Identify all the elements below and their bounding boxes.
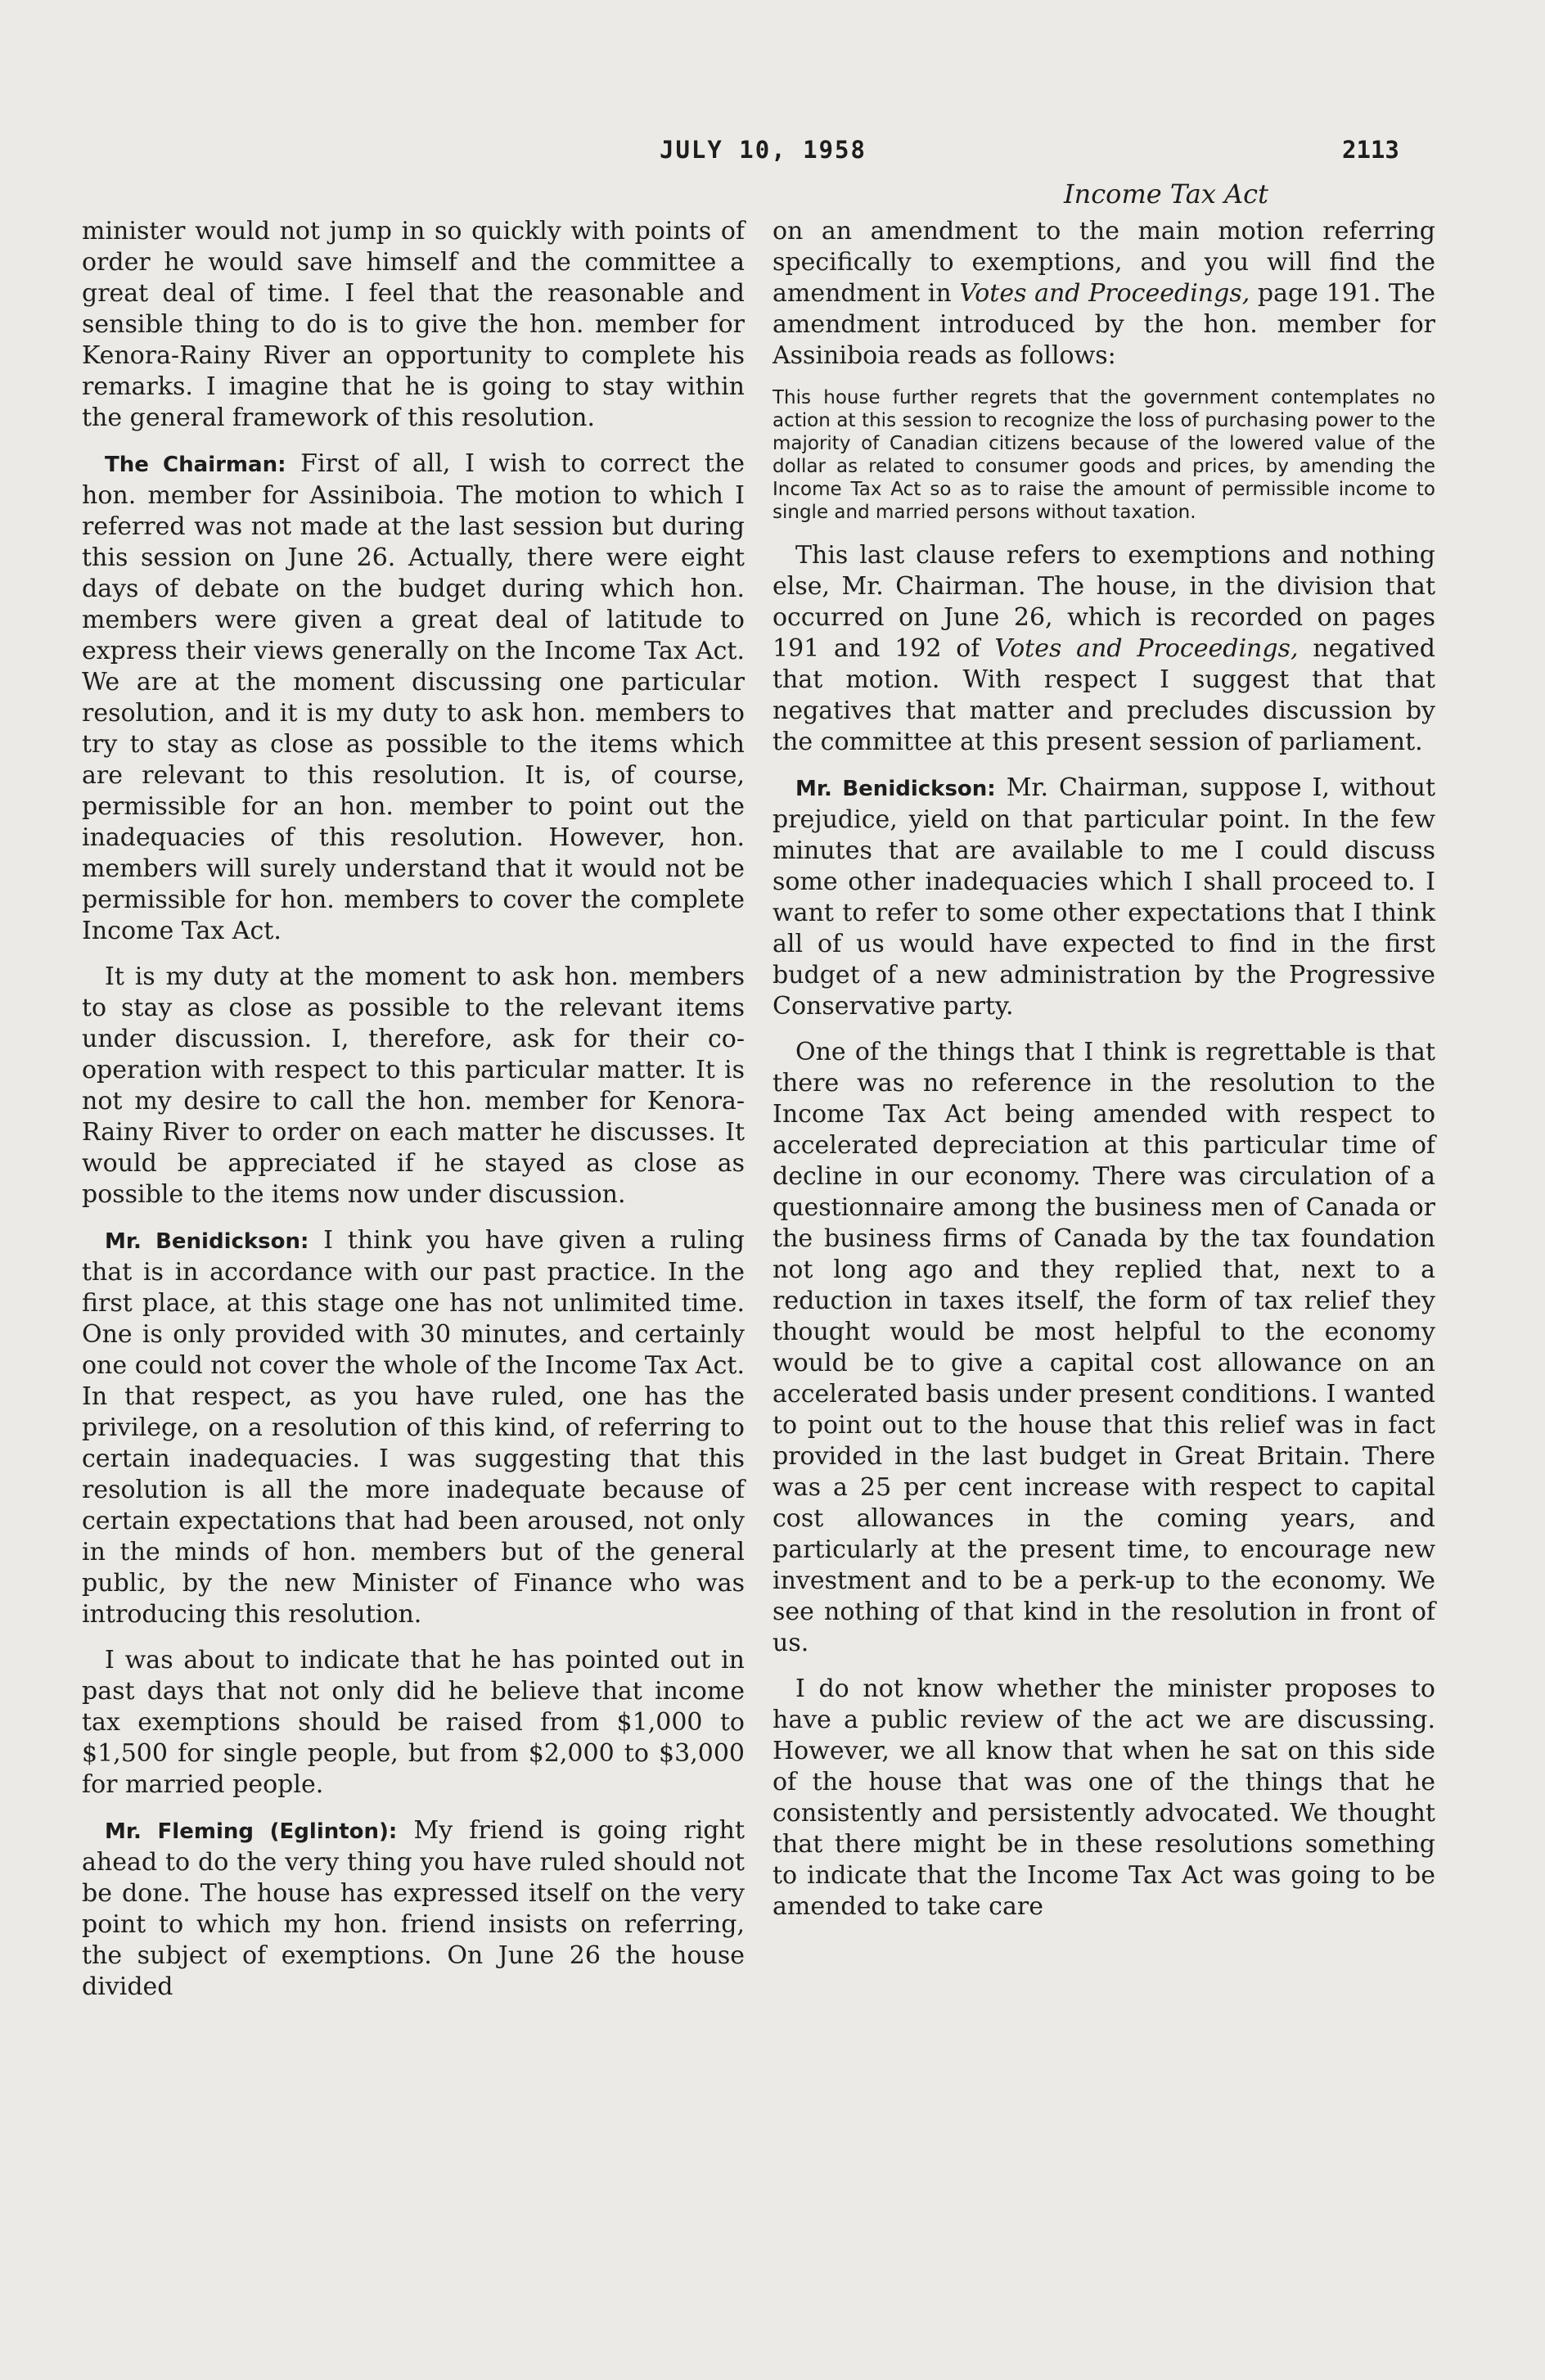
- running-head: Income Tax Act: [1064, 178, 1268, 210]
- page-header: [0, 136, 1545, 177]
- right-column: [772, 216, 1435, 1937]
- speaker-name: Mr. Benidickson:: [795, 777, 996, 801]
- italic-reference: Votes and Proceedings,: [994, 634, 1299, 663]
- italic-reference: Votes and Proceedings,: [959, 279, 1250, 308]
- paragraph: I do not know whether the minister proposes to have a public review of the act we are discussing. However, we all know that when he sat on this side of the house that was one of the things that he consistently and persistently advocated. We thought that there might be in these resolutions something to indicate that the Income Tax Act was going to be amended to take care: [772, 1675, 1435, 1921]
- text-run: page 191. The amendment introduced by the hon. member for Assiniboia reads as follows:: [772, 279, 1435, 370]
- paragraph: minister would not jump in so quickly with points of order he would save himself and the committee a great deal of time. I feel that the reasonable and sensible thing to do is to give the hon. member for Kenora-Rainy River an opportunity to complete his remarks. I imagine that he is going to stay within the general framework of this resolution.: [82, 217, 745, 432]
- paragraph: I was about to indicate that he has pointed out in past days that not only did he believe that income tax exemptions should be raised from $1,000 to $1,500 for single people, but from $2,000 to $3,000 for married people.: [82, 1646, 745, 1799]
- left-column: [82, 216, 745, 2017]
- paragraph: It is my duty at the moment to ask hon. members to stay as close as possible to the relevant items under discussion. I, therefore, ask for their co-operation with respect to this particular matter. It is not my desire to call the hon. member for Kenora-Rainy River to order on each matter he discusses. It would be appreciated if he stayed as close as possible to the items now under discussion.: [82, 962, 745, 1209]
- speech-text: My friend is going right ahead to do the very thing you have ruled should not be done. The house has expressed itself on the very point to which my hon. friend insists on referring, the subject of exemptions. On June 26 the house divided: [82, 1816, 745, 2001]
- speaker-name: Mr. Fleming (Eglinton):: [105, 1819, 398, 1844]
- text-run: negatived that motion. With respect I suggest that that negatives that matter and precludes discussion by the committee at this present session of parliament.: [772, 634, 1435, 756]
- paragraph: One of the things that I think is regrettable is that there was no reference in the resolution to the Income Tax Act being amended with respect to accelerated depreciation at this particular time of decline in our economy. There was circulation of a questionnaire among the business men of Canada or the business firms of Canada by the tax foundation not long ago and they replied that, next to a reduction in taxes itself, the form of tax relief they thought would be most helpful to the economy would be to give a capital cost allowance on an accelerated basis under present conditions. I wanted to point out to the house that this relief was in fact provided in the last budget in Great Britain. There was a 25 per cent increase with respect to capital cost allowances in the coming years, and particularly at the present time, to encourage new investment and to be a perk-up to the economy. We see nothing of that kind in the resolution in front of us.: [772, 1038, 1435, 1657]
- quoted-amendment: This house further regrets that the government contemplates no action at this session to recognize the loss of purchasing power to the majority of Canadian citizens because of the lowered value of the dollar as related to consumer goods and prices, by amending the Income Tax Act so as to raise the amount of permissible income to single and married persons without taxation.: [772, 387, 1435, 523]
- speaker-name: Mr. Benidickson:: [105, 1229, 309, 1254]
- paragraph: [772, 540, 1435, 758]
- text-run: This last clause refers to exemptions and nothing else, Mr. Chairman. The house, in the division that occurred on June 26, which is recorded on pages 191 and 192 of: [772, 541, 1435, 663]
- paragraph: [772, 216, 1435, 372]
- speaker-name: The Chairman:: [105, 453, 286, 477]
- text-run: on an amendment to the main motion referring specifically to exemptions, and you will find the amendment in: [772, 217, 1435, 308]
- paragraph: [82, 1815, 745, 2003]
- page-number: 2113: [1342, 136, 1399, 164]
- paragraph: [772, 773, 1435, 1022]
- paragraph: [82, 449, 745, 947]
- speech-text: I think you have given a ruling that is in accordance with our past practice. In the first place, at this stage one has not unlimited time. One is only provided with 30 minutes, and certainly one could not cover the whole of the Income Tax Act. In that respect, as you have ruled, one has the privilege, on a resolution of this kind, of referring to certain inadequacies. I was suggesting that this resolution is all the more inadequate because of certain expectations that had been aroused, not only in the minds of hon. members but of the general public, by the new Minister of Finance who was introducing this resolution.: [82, 1226, 745, 1629]
- paragraph: [82, 1225, 745, 1630]
- speech-text: First of all, I wish to correct the hon. member for Assiniboia. The motion to which I referred was not made at the last session but during this session on June 26. Actually, there were eight days of debate on the budget during which hon. members were given a great deal of latitude to express their views generally on the Income Tax Act. We are at the moment discussing one particular resolution, and it is my duty to ask hon. members to try to stay as close as possible to the items which are relevant to this resolution. It is, of course, permissible for an hon. member to point out the inadequacies of this resolution. However, hon. members will surely understand that it would not be permissible for hon. members to cover the complete Income Tax Act.: [82, 449, 745, 945]
- speech-text: Mr. Chairman, suppose I, without prejudice, yield on that particular point. In the few minutes that are available to me I could discuss some other inadequacies which I shall proceed to. I want to refer to some other expectations that I think all of us would have expected to find in the first budget of a new administration by the Progressive Conservative party.: [772, 773, 1436, 1021]
- header-date: JULY 10, 1958: [660, 136, 867, 164]
